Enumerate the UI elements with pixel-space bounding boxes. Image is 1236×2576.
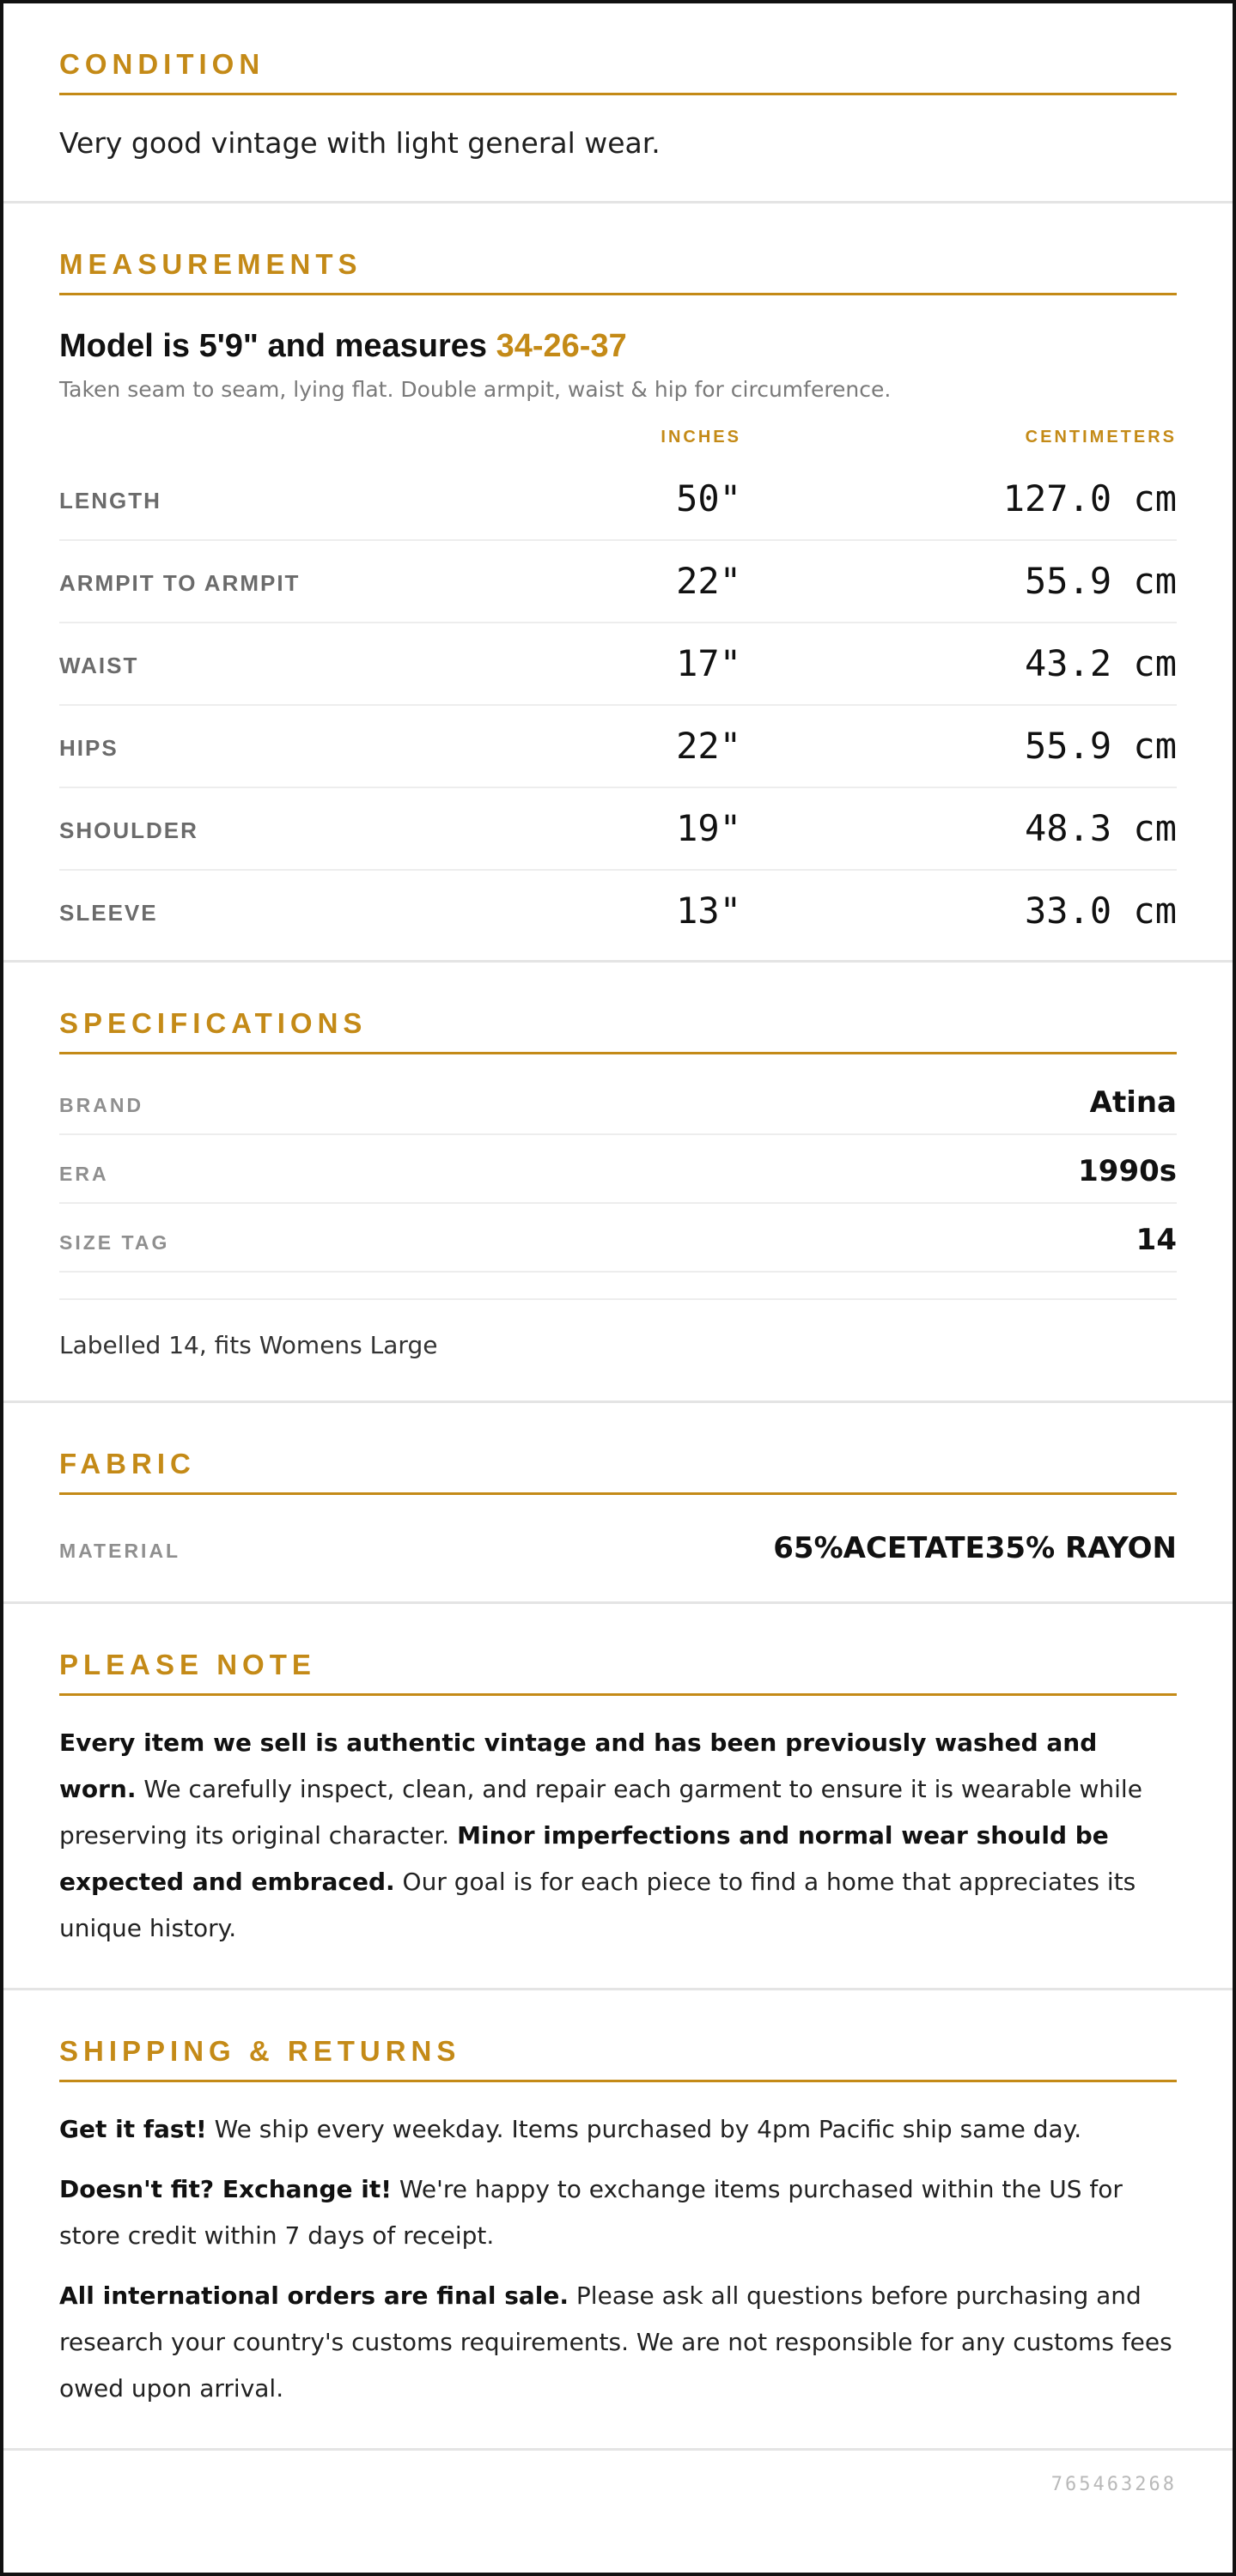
measurement-label: LENGTH — [59, 488, 161, 513]
measurement-inches: 50" — [676, 477, 741, 519]
measurement-row — [59, 706, 1177, 788]
model-measure-prefix: Model is 5'9" and measures — [59, 328, 488, 364]
note-text-inspect: We carefully inspect, clean, and repair each garment to ensure it is wearable while preserving its original character. — [59, 1775, 1142, 1850]
shipping-text — [59, 2106, 1177, 2412]
spec-row-size-tag — [59, 1204, 1177, 1273]
spec-value: 14 — [1136, 1223, 1177, 1257]
measurement-cm: 55.9 cm — [1024, 725, 1177, 767]
shipping-heading: SHIPPING & RETURNS — [59, 1990, 1177, 2082]
footer-section — [3, 2451, 1233, 2519]
note-bold-imperfections: Minor imperfections and normal wear should be expected and embraced. — [59, 1821, 1109, 1896]
measurement-label: HIPS — [59, 735, 119, 761]
measurement-row — [59, 459, 1177, 541]
shipping-detail: Please ask all questions before purchasing and research your country's customs requirements. We are not responsible for any customs fees owed upon arrival. — [59, 2281, 1172, 2403]
measurement-row — [59, 788, 1177, 871]
measurement-table — [59, 459, 1177, 948]
measurement-inches: 22" — [676, 725, 741, 767]
spec-label: BRAND — [59, 1094, 144, 1116]
measurement-row — [59, 541, 1177, 623]
measurement-inches: 13" — [676, 890, 741, 932]
spec-value: Atina — [1089, 1085, 1177, 1120]
condition-text: Very good vintage with light general wear. — [59, 126, 661, 160]
model-measure-values: 34-26-37 — [496, 328, 627, 364]
inches-column-header: INCHES — [661, 428, 741, 447]
measurement-inches: 19" — [676, 807, 741, 849]
spec-row-brand — [59, 1066, 1177, 1135]
shipping-detail: We're happy to exchange items purchased within the US for store credit within 7 days of receipt. — [59, 2175, 1123, 2250]
fabric-row-material — [59, 1495, 1177, 1577]
measurements-heading: MEASUREMENTS — [59, 204, 1177, 295]
shipping-paragraph-fast — [59, 2106, 1177, 2153]
fabric-section — [3, 1403, 1233, 1604]
spec-row-era — [59, 1135, 1177, 1204]
spec-value: 1990s — [1078, 1154, 1177, 1188]
condition-section — [3, 3, 1233, 204]
shipping-bold: All international orders are final sale. — [59, 2281, 569, 2310]
measurement-row — [59, 623, 1177, 706]
specifications-section — [3, 963, 1233, 1403]
note-text-goal: Our goal is for each piece to find a home that appreciates its unique history. — [59, 1868, 1136, 1942]
measurement-method-note: Taken seam to seam, lying flat. Double armpit, waist & hip for circumference. — [59, 377, 892, 402]
measurements-section — [3, 204, 1233, 963]
please-note-heading: PLEASE NOTE — [59, 1604, 1177, 1696]
measurement-column-headers — [59, 428, 1177, 459]
note-bold-authentic: Every item we sell is authentic vintage and has been previously washed and worn. — [59, 1728, 1098, 1803]
measurement-inches: 22" — [676, 560, 741, 602]
measurement-label: SLEEVE — [59, 900, 158, 926]
shipping-paragraph-exchange — [59, 2166, 1177, 2259]
measurement-inches: 17" — [676, 642, 741, 684]
spec-label: ERA — [59, 1163, 109, 1185]
specifications-heading: SPECIFICATIONS — [59, 963, 1177, 1054]
centimeters-column-header: CENTIMETERS — [1025, 428, 1177, 447]
spec-label: MATERIAL — [59, 1540, 181, 1562]
measurement-row — [59, 871, 1177, 948]
spec-label: SIZE TAG — [59, 1231, 170, 1254]
measurement-cm: 33.0 cm — [1024, 890, 1177, 932]
product-id-code: 765463268 — [1050, 2474, 1177, 2495]
measurement-cm: 48.3 cm — [1024, 807, 1177, 849]
condition-heading: CONDITION — [59, 3, 1177, 95]
spec-value: 65%ACETATE35% RAYON — [773, 1531, 1177, 1565]
model-measure-line — [59, 328, 1177, 365]
measurement-cm: 43.2 cm — [1024, 642, 1177, 684]
shipping-bold: Get it fast! — [59, 2115, 207, 2143]
shipping-paragraph-international — [59, 2273, 1177, 2412]
measurement-cm: 127.0 cm — [1002, 477, 1177, 519]
please-note-text — [59, 1720, 1177, 1952]
measurement-label: WAIST — [59, 653, 139, 678]
measurement-cm: 55.9 cm — [1024, 560, 1177, 602]
fabric-heading: FABRIC — [59, 1403, 1177, 1495]
shipping-returns-section — [3, 1990, 1233, 2451]
measurement-label: SHOULDER — [59, 817, 198, 843]
shipping-detail: We ship every weekday. Items purchased by 4pm Pacific ship same day. — [206, 2115, 1082, 2143]
shipping-bold: Doesn't fit? Exchange it! — [59, 2175, 392, 2203]
size-fit-note: Labelled 14, fits Womens Large — [59, 1298, 1177, 1400]
measurement-label: ARMPIT TO ARMPIT — [59, 570, 301, 596]
please-note-section — [3, 1604, 1233, 1990]
